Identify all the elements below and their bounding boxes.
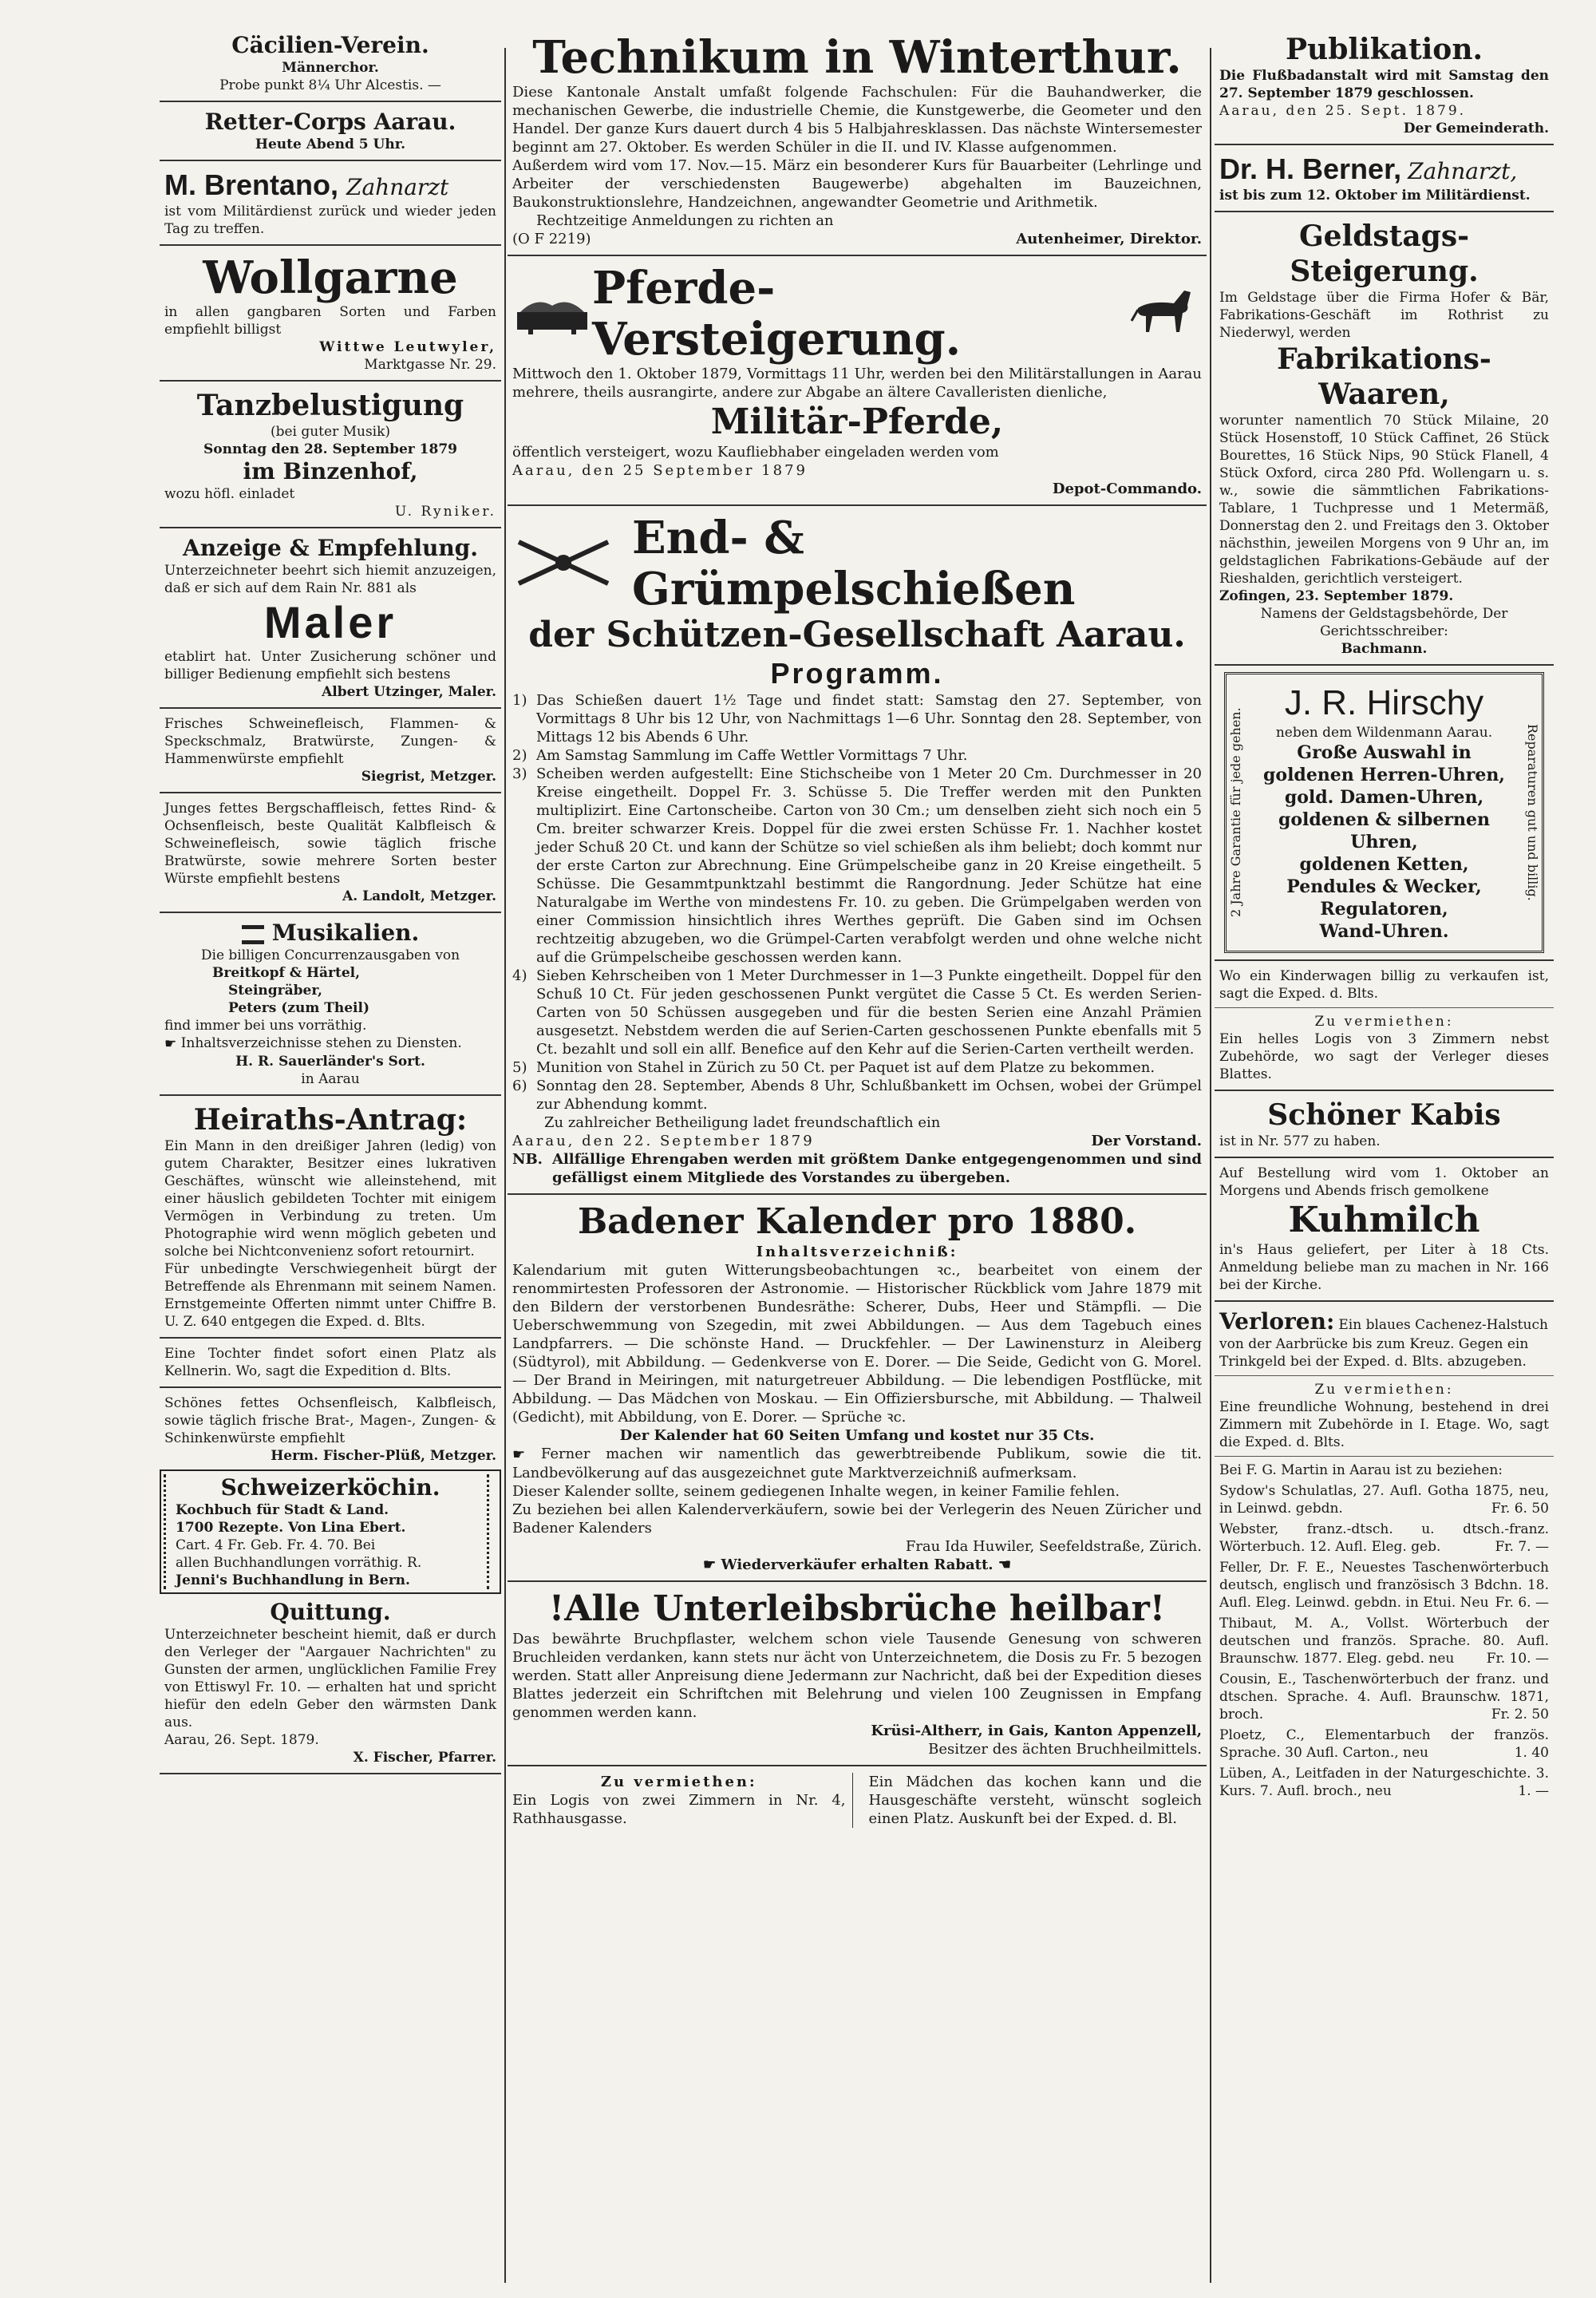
program-item-number: 6): [512, 1078, 527, 1094]
crossed-rifles-icon: [512, 534, 616, 593]
book-entry-price: Fr. 2. 50: [1491, 1707, 1549, 1723]
program-item: [512, 746, 1202, 765]
ad-subtitle: Inhaltsverzeichniß:: [756, 1244, 958, 1260]
ad-text: ist vom Militärdienst zurück und wieder jeden Tag zu treffen.: [164, 204, 496, 237]
ad-name: Dr. H. Berner,: [1219, 152, 1402, 185]
ad-vermiethen-2: [1219, 1381, 1549, 1451]
ad-signature: H. R. Sauerländer's Sort.: [235, 1053, 425, 1070]
ad-brentano: [164, 168, 496, 238]
ad-text: ist bis zum 12. Oktober im Militärdienst.: [1219, 188, 1531, 204]
ad-signature-address: Marktgasse Nr. 29.: [364, 357, 496, 373]
program-item-text: Munition von Stahel in Zürich zu 50 Ct. per Paquet ist auf dem Platze zu bekommen.: [536, 1059, 1156, 1076]
ad-text: [512, 1445, 1202, 1482]
ad-text: Zu beziehen bei allen Kalenderverkäufern, sowie bei der Verlegerin des Neuen Züricher und Badener Kalenders: [512, 1501, 1202, 1537]
ad-text: worunter namentlich 70 Stück Milaine, 20 Stück Hosenstoff, 10 Stück Caffinet, 26 Stück Bourettes, 16 Stück Nips, 90 Stück Flanell, 4 Stück Oxford, circa 280 Pfd. Wollengarn u. s. w., sowie die sämmtlichen Fabrikations-Tablare, 1 Tuchpresse und 1 Metermäß, Donnerstag den 2. und Freitags den 3. Oktober nächsthin, jeweilen Morgens von 9 Uhr an, im geldstaglichen Fabrikations-Gebäude auf der Rieshalden, gerichtlich versteigert.: [1219, 413, 1549, 587]
program-list: [512, 691, 1202, 1113]
ad-text: Wo ein Kinderwagen billig zu verkaufen ist, sagt die Exped. d. Blts.: [1219, 968, 1549, 1002]
ad-signature-note: Besitzer des ächten Bruchheilmittels.: [928, 1741, 1202, 1758]
ad-pferde-versteigerung: [512, 263, 1202, 498]
ad-maler: [164, 535, 496, 701]
ad-text: Außerdem wird vom 17. Nov.—15. März ein besonderer Kurs für Bauarbeiter (Lehrlinge und Arbeiter der verschiedensten Baugewerbe) abgehalten im Bauzeichnen, Baukonstruktionslehre, Handzeichnen, angewandter Geometrie und Arithmetik.: [512, 157, 1202, 211]
ad-verloren: [1219, 1308, 1549, 1370]
nb-note: [512, 1150, 1202, 1187]
ad-date: Aarau, den 25 September 1879: [512, 462, 808, 479]
ad-signature: Krüsi-Altherr, in Gais, Kanton Appenzell,: [871, 1723, 1202, 1739]
ad-heading: Zu vermiethen:: [1314, 1014, 1454, 1030]
ad-text: Im Geldstage über die Firma Hofer & Bär, Fabrikations-Geschäft im Rothrist zu Niederwyl, werden: [1219, 290, 1549, 341]
ad-big-word: Maler: [263, 597, 397, 647]
ad-big-word: Militär-Pferde,: [710, 401, 1004, 442]
program-item: [512, 691, 1202, 746]
ad-line: 1700 Rezepte. Von Lina Ebert.: [176, 1519, 406, 1536]
ad-text: Mittwoch den 1. Oktober 1879, Vormittags 11 Uhr, werden bei den Militärstallungen in Aarau mehrere, theils ausrangirte, andere zur Abgabe an ältere Cavalleristen dienliche,: [512, 366, 1202, 401]
ad-text: in's Haus geliefert, per Liter à 18 Cts. Anmeldung beliebe man zu machen in Nr. 166 bei der Kirche.: [1219, 1242, 1549, 1293]
book-entry-price: Fr. 6. —: [1495, 1595, 1549, 1611]
ad-code: (O F 2219): [512, 231, 591, 247]
ad-signature: Autenheimer, Direktor.: [1016, 231, 1202, 247]
ad-wollgarne: [164, 252, 496, 374]
ad-title: !Alle Unterleibsbrüche heilbar!: [548, 1588, 1166, 1629]
ad-profession: Zahnarzt,: [1408, 158, 1518, 184]
ad-subtitle: Männerchor.: [282, 60, 379, 76]
program-item-text: Sieben Kehrscheiben von 1 Meter Durchmesser in 1—3 Punkte eingetheilt. Doppel für den Schuß 10 Ct. Für jeden geschossenen Punkt vergütet die Casse 5 Ct. Es werden Serien-Carten von 50 Schüssen ausgegeben und für die besten Serien eine Anzahl Prämien ausgesetzt. Nebstdem werden die auf Serien-Carten geschossenen Punkte ebenfalls mit 5 Ct. bezahlt und soll ein allf. Benefice auf den Kehr auf die Serien-Carten vertheilt werden.: [536, 967, 1202, 1058]
ad-date: Aarau, den 22. September 1879: [512, 1133, 815, 1149]
ad-text: ist in Nr. 577 zu haben.: [1219, 1133, 1381, 1149]
ad-title-text: Musikalien.: [271, 920, 420, 946]
ad-hirschy: [1224, 672, 1544, 953]
ad-text: in allen gangbaren Sorten und Farben empfiehlt billigst: [164, 304, 496, 338]
ad-text: Eine freundliche Wohnung, bestehend in drei Zimmern mit Zubehörde in I. Etage. Wo, sagt die Exped. d. Blts.: [1219, 1399, 1549, 1450]
ad-line: Regulatoren,: [1320, 899, 1448, 920]
right-column: [1215, 32, 1554, 2250]
ad-title: Schweizerköchin.: [220, 1473, 440, 1501]
ad-vermiethen-left: [512, 1773, 853, 1828]
program-item-number: 2): [512, 747, 527, 764]
ad-text: Unterzeichneter bescheint hiemit, daß er durch den Verleger der "Aargauer Nachrichten" zu Gunsten der armen, unglücklichen Familie Frey von Ettiswyl Fr. 10. — erhalten hat und spricht hiefür den edeln Geber den wärmsten Dank aus.: [164, 1626, 496, 1730]
ad-text: Ein helles Logis von 3 Zimmern nebst Zubehörde, wo sagt der Verleger dieses Blattes.: [1219, 1031, 1549, 1082]
ad-signature: Der Vorstand.: [1091, 1133, 1202, 1149]
ad-text: Zu zahlreicher Betheiligung ladet freundschaftlich ein: [544, 1114, 941, 1131]
ad-subtitle: der Schützen-Gesellschaft Aarau.: [528, 615, 1186, 655]
program-item-number: 3): [512, 765, 527, 782]
ad-line: goldenen Ketten,: [1299, 854, 1469, 875]
ad-text: Namens der Geldstagsbehörde, Der Gerichtsschreiber:: [1260, 606, 1508, 639]
book-entry: [1219, 1615, 1549, 1667]
ad-signature: Frau Ida Huwiler, Seefeldstraße, Zürich.: [905, 1537, 1202, 1555]
book-entry: [1219, 1765, 1549, 1800]
ad-publisher-3: Peters (zum Theil): [228, 1000, 370, 1016]
ad-text: Ein blaues Cachenez-Halstuch von der Aarbrücke bis zum Kreuz. Gegen ein Trinkgeld bei der Exped. d. Blts. abzugeben.: [1219, 1317, 1548, 1370]
ad-title: Geldstags-Steigerung.: [1290, 220, 1479, 288]
ad-text: Der Kalender hat 60 Seiten Umfang und kostet nur 35 Cts.: [619, 1427, 1095, 1444]
ad-signature: U. Ryniker.: [394, 504, 496, 520]
ad-text: öffentlich versteigert, wozu Kaufliebhaber eingeladen werden vom: [512, 444, 999, 461]
ad-text: Für unbedingte Verschwiegenheit bürgt der Betreffende als Ehrenmann mit seinem Namen. Ernstgemeinte Offerten nimmt unter Chiffre B. U. Z. 640 entgegen die Exped. d. Blts.: [164, 1260, 496, 1330]
ad-fischer-metzger: [164, 1394, 496, 1465]
ad-signature: X. Fischer, Pfarrer.: [353, 1749, 496, 1766]
ad-signature: Siegrist, Metzger.: [361, 769, 496, 785]
ad-publisher-2: Steingräber,: [228, 983, 322, 999]
left-column: [160, 32, 501, 2250]
ad-technikum: [512, 32, 1202, 248]
book-entry: [1219, 1726, 1549, 1762]
program-item-text: Sonntag den 28. September, Abends 8 Uhr, Schlußbankett im Ochsen, wobei der Grümpel zur Abhendung kommt.: [536, 1078, 1202, 1113]
program-item: [512, 1077, 1202, 1113]
ad-geldstag: [1219, 219, 1549, 658]
ad-date: Aarau, den 25. Sept. 1879.: [1219, 103, 1467, 119]
pointing-hand-icon: ☛: [164, 1035, 177, 1052]
ad-publisher-1: Breitkopf & Härtel,: [212, 965, 361, 981]
book-entry-title: Lüben, A., Leitfaden in der Naturgeschichte. 3. Kurs. 7. Aufl. broch., neu: [1219, 1766, 1549, 1799]
column-rule-left: [504, 48, 506, 2283]
ad-unterleibsbrueche: [512, 1588, 1202, 1758]
ad-name: M. Brentano,: [164, 168, 339, 201]
program-item: [512, 967, 1202, 1058]
ad-signature: Wittwe Leutwyler,: [319, 339, 496, 355]
ad-vermiethen-1: [1219, 1013, 1549, 1083]
column-rule-right: [1210, 48, 1211, 2283]
ad-title: Quittung.: [270, 1598, 391, 1625]
ad-signature: Albert Utzinger, Maler.: [322, 684, 496, 700]
ad-subtitle: neben dem Wildenmann Aarau.: [1275, 725, 1493, 741]
program-item-number: 4): [512, 967, 527, 984]
ad-text: Frisches Schweinefleisch, Flammen- & Speckschmalz, Bratwürste, Zungen- & Hammenwürste empfiehlt: [164, 716, 496, 767]
ad-heiraths-antrag: [164, 1102, 496, 1331]
ad-line: Pendules & Wecker,: [1286, 876, 1482, 897]
book-entry-title: Sydow's Schulatlas, 27. Aufl. Gotha 1875, neu, in Leinwd. gebdn.: [1219, 1483, 1549, 1517]
ad-date: Zofingen, 23. September 1879.: [1219, 588, 1454, 604]
ad-text: [164, 1034, 496, 1053]
ad-heading: Anzeige & Empfehlung.: [182, 535, 479, 561]
ad-subtitle: (bei guter Musik): [270, 424, 391, 440]
ad-landolt: [164, 800, 496, 905]
ad-caecilien: [164, 32, 496, 94]
program-item-number: 1): [512, 692, 527, 709]
ad-program-heading: Programm.: [770, 657, 944, 690]
ad-text: Schönes fettes Ochsenfleisch, Kalbfleisch, sowie täglich frische Brat-, Magen-, Zungen- & Schinkenwürste empfiehlt: [164, 1394, 496, 1446]
ad-maedchen: [869, 1773, 1203, 1828]
ad-footer: [512, 230, 1202, 248]
book-entry: [1219, 1559, 1549, 1612]
program-item: [512, 1058, 1202, 1077]
ad-text-inline: Inhaltsverzeichnisse stehen zu Diensten.: [180, 1035, 462, 1051]
ad-heading: Zu vermiethen:: [1314, 1382, 1454, 1398]
ad-title: Retter-Corps Aarau.: [204, 109, 456, 135]
ad-title: Pferde-Versteigerung.: [592, 262, 962, 366]
ad-line: gold. Damen-Uhren,: [1284, 787, 1484, 808]
saddle-icon: [512, 290, 592, 338]
program-item-text: Am Samstag Sammlung im Caffe Wettler Vormittags 7 Uhr.: [536, 747, 968, 764]
ad-heading: Zu vermiethen:: [600, 1774, 757, 1790]
ad-kinderwagen: [1219, 967, 1549, 1003]
ad-rabatt: [512, 1556, 1202, 1575]
ad-retter-corps: [164, 109, 496, 153]
book-entry: [1219, 1521, 1549, 1556]
book-list: [1219, 1482, 1549, 1800]
ad-line: Cart. 4 Fr. Geb. Fr. 4. 70. Bei: [176, 1537, 376, 1553]
ad-line: goldenen & silbernen Uhren,: [1278, 809, 1491, 852]
horse-icon: [1130, 284, 1202, 343]
ad-text: etablirt hat. Unter Zusicherung schöner und billiger Bedienung empfiehlt sich bestens: [164, 649, 496, 682]
ad-profession: Zahnarzt: [346, 174, 449, 200]
ad-side-text-left: 2 Jahre Garantie für jede gehen.: [1228, 707, 1243, 918]
bottom-row-ads: [508, 1773, 1207, 1828]
pointing-hand-icon: ☛: [512, 1446, 526, 1463]
book-entry: [1219, 1482, 1549, 1517]
ad-text: Kalendarium mit guten Witterungsbeobachtungen ꝛc., bearbeitet von einem der renommirtesten Professoren der Astronomie. — Historischer Rückblick vom Jahre 1879 mit den Bildern der verstorbenen Bundesräthe: Scherer, Dubs, Heer und Stämpfli. — Die Ueberschwemmung von Szegedin, mit zwei Abbildungen. — Aus dem Tagebuch eines Landpfarrers. — Die schönste Hand. — Druckfehler. — Der Lawinensturz in Aleiberg (Südtyrol), mit Abbildung. — Gedenkverse von E. Dorer. — Die Seide, Gedicht von G. Morel. — Der Brand in Meiringen, mit naturgetreuer Abbildung. — Die lebendigen Postflücke, mit Abbildung. — Das Mädchen von Moskau. — Ein Offiziersbursche, mit Abbildung. — Thalweil (Gedicht), mit Abbildung, von E. Dorer. — Sprüche ꝛc.: [512, 1262, 1202, 1426]
program-item-number: 5): [512, 1059, 527, 1076]
ad-signature: Bachmann.: [1341, 641, 1428, 657]
ad-kabis: [1219, 1098, 1549, 1150]
book-entry-price: Fr. 6. 50: [1491, 1501, 1549, 1517]
ad-text: Ein Mädchen das kochen kann und die Hausgeschäfte versteht, wünscht sogleich einen Platz. Auskunft bei der Exped. d. Bl.: [868, 1774, 1202, 1827]
ad-date: Sonntag den 28. September 1879: [203, 441, 457, 457]
ad-title: Wollgarne: [203, 251, 458, 304]
ad-line: Große Auswahl in: [1297, 742, 1472, 763]
ad-big-word: Fabrikations-Waaren,: [1277, 342, 1491, 411]
ad-text-inline: Ferner machen wir namentlich das gewerbtreibende Publikum, sowie die tit. Landbevölkerung auf das ausgezeichnet gute Marktverzeichniß aufmerksam.: [512, 1446, 1202, 1481]
ad-text: Die Flußbadanstalt wird mit Samstag den 27. September 1879 geschlossen.: [1219, 68, 1549, 101]
pointing-hand-icon: ☛: [703, 1556, 717, 1573]
ad-schiessen: [512, 512, 1202, 1187]
ad-place: im Binzenhof,: [243, 458, 418, 485]
ad-line: goldenen Herren-Uhren,: [1263, 765, 1505, 785]
program-item-text: Das Schießen dauert 1½ Tage und findet statt: Samstag den 27. September, von Vormittags 8 Uhr bis 12 Uhr, von Nachmittags 1—6 Uhr. Sonntag den 28. September, von Mittags 12 bis Abends 6 Uhr.: [536, 692, 1202, 746]
ad-line: Wand-Uhren.: [1319, 921, 1449, 942]
ad-signature: Herm. Fischer-Plüß, Metzger.: [271, 1447, 496, 1464]
ad-title: Badener Kalender pro 1880.: [577, 1201, 1137, 1242]
ad-rabatt-text: Wiederverkäufer erhalten Rabatt.: [721, 1556, 994, 1573]
ad-title: Schöner Kabis: [1267, 1098, 1501, 1132]
program-item-text: Scheiben werden aufgestellt: Eine Stichscheibe von 1 Meter 20 Cm. Durchmesser in 20 Kreise eingetheilt. Doppel Fr. 3. Schüsse 5. Die Treffer werden mit den Punkten multiplizirt. Eine Cartonscheibe. Carton von 30 Cm.; um denselben zieht sich noch ein 5 Cm. breiter schwarzer Kreis. Doppel für die zwei ersten Schüsse Fr. 1. Nachher kostet jeder Schuß 20 Ct. und kann der Schütze so viel schießen als ihm beliebt; doch kommt nur der erste Carton zur Abrechnung. Eine Grümpelscheibe ganz in 20 Kreise eingetheilt. 5 Schüsse. Die Gesammtpunktzahl bestimmt die Rangordnung. Jeder Schütze hat eine Naturalgabe im Werthe von mindestens Fr. 10. zu geben. Die Grümpelgaben werden von einer Commission hinsichtlich ihres Werthes geprüft. Die Gaben sind im Ochsen rechtzeitig abzugeben, wo die Grümpel-Carten verabfolgt werden und ohne welche nicht auf die Grümpelscheibe geschossen werden kann.: [536, 765, 1202, 966]
ad-heading: Bei F. G. Martin in Aarau ist zu beziehen:: [1219, 1462, 1503, 1478]
book-entry-title: Webster, franz.-dtsch. u. dtsch.-franz. Wörterbuch. 12. Aufl. Eleg. geb.: [1219, 1521, 1549, 1555]
ad-text: Auf Bestellung wird vom 1. Oktober an Morgens und Abends frisch gemolkene: [1219, 1165, 1549, 1199]
ad-line: Kochbuch für Stadt & Land.: [176, 1501, 389, 1518]
double-bar-icon: [242, 925, 264, 944]
book-entry-price: 1. —: [1518, 1783, 1549, 1799]
ad-text: wozu höfl. einladet: [164, 486, 295, 502]
ad-badener-kalender: [512, 1201, 1202, 1574]
book-entry-price: 1. 40: [1514, 1745, 1549, 1761]
ad-title: Verloren:: [1219, 1308, 1335, 1335]
program-item: [512, 765, 1202, 967]
ad-text: Probe punkt 8¼ Uhr Alcestis. —: [219, 77, 441, 93]
ad-side-text-right: Reparaturen gut und billig.: [1525, 724, 1540, 901]
middle-column: [508, 32, 1207, 2250]
book-entry-title: Thibaut, M. A., Vollst. Wörterbuch der deutschen und französ. Sprache. 80. Aufl. Braunschw. 1877. Eleg. gebd. neu: [1219, 1616, 1549, 1667]
ad-text: Ein Mann in den dreißiger Jahren (ledig) von gutem Charakter, Besitzer eines lukrativen Geschäftes, wünscht wie alleinstehend, mit einer häuslich gebildeten Tochter mit einigem Vermögen in Verbindung zu treten. Um Photographie wird wenn möglich gebeten und solche bei Nichtconvenienz sofort retournirt.: [164, 1137, 496, 1260]
ad-title: Cäcilien-Verein.: [231, 32, 429, 58]
ad-title: [164, 920, 496, 947]
ad-text: Heute Abend 5 Uhr.: [255, 136, 406, 152]
ad-title: Technikum in Winterthur.: [532, 32, 1182, 84]
ad-title: Publikation.: [1285, 33, 1483, 66]
ad-date: Aarau, 26. Sept. 1879.: [164, 1731, 319, 1748]
ad-text: Eine Tochter findet sofort einen Platz als Kellnerin. Wo, sagt die Expedition d. Blts.: [164, 1345, 496, 1379]
ad-title: End- & Grümpelschießen: [632, 512, 1076, 615]
ad-title: Tanzbelustigung: [196, 389, 464, 422]
book-entry-title: Feller, Dr. F. E., Neuestes Taschenwörterbuch deutsch, englisch und französisch 3 Bdchn. 18. Aufl. Eleg. Leinwd. gebdn. in Etui. Neu: [1219, 1560, 1549, 1611]
ad-tanz: [164, 388, 496, 520]
ad-name: J. R. Hirschy: [1284, 683, 1484, 722]
ad-martin-books: [1219, 1461, 1549, 1800]
book-entry: [1219, 1671, 1549, 1723]
book-entry-price: Fr. 7. —: [1495, 1539, 1549, 1555]
ad-line: allen Buchhandlungen vorräthig. R.: [176, 1554, 422, 1571]
pointing-hand-left-icon: ☚: [998, 1556, 1011, 1573]
ad-line: Jenni's Buchhandlung in Bern.: [176, 1572, 410, 1588]
nb-text: Allfällige Ehrengaben werden mit größtem Danke entgegengenommen und sind gefälligst einem Mitgliede des Vorstandes zu übergeben.: [552, 1151, 1202, 1186]
ad-signature: Depot-Commando.: [1052, 481, 1202, 497]
ad-quittung: [164, 1599, 496, 1766]
ad-signature-place: in Aarau: [301, 1070, 360, 1087]
ad-text: Dieser Kalender sollte, seinem gediegenen Inhalte wegen, in keiner Familie fehlen.: [512, 1482, 1120, 1500]
ad-publikation: [1219, 32, 1549, 137]
ad-signature: A. Landolt, Metzger.: [342, 888, 496, 904]
ad-footer: [512, 1132, 1202, 1150]
ad-berner: [1219, 152, 1549, 204]
ad-kuhmilch: [1219, 1165, 1549, 1294]
ad-musikalien: [164, 920, 496, 1088]
ad-text: Ein Logis von zwei Zimmern in Nr. 4, Rathhausgasse.: [512, 1792, 846, 1827]
ad-text: Rechtzeitige Anmeldungen zu richten an: [536, 212, 834, 229]
ad-signature: Der Gemeinderath.: [1403, 121, 1549, 136]
ad-text: Junges fettes Bergschaffleisch, fettes Rind- & Ochsenfleisch, beste Qualität Kalbfleisch & Schweinefleisch, sowie täglich frische Bratwürste, sowie mehrere Sorten bester Würste empfiehlt bestens: [164, 801, 496, 887]
ad-text: Unterzeichneter beehrt sich hiemit anzuzeigen, daß er sich auf dem Rain Nr. 881 als: [164, 563, 496, 596]
book-entry-title: Ploetz, C., Elementarbuch der französ. Sprache. 30 Aufl. Carton., neu: [1219, 1727, 1549, 1761]
ad-title: Heiraths-Antrag:: [193, 1102, 468, 1137]
ad-schweizerkoechin: [160, 1469, 501, 1594]
nb-label: NB.: [512, 1151, 543, 1168]
ad-text: Die billigen Concurrenzausgaben von: [200, 947, 460, 963]
ad-siegrist: [164, 715, 496, 785]
book-entry-title: Cousin, E., Taschenwörterbuch der franz. und dtschen. Sprache. 4. Aufl. Braunschw. 1871, broch.: [1219, 1671, 1549, 1723]
book-entry-price: Fr. 10. —: [1486, 1651, 1549, 1667]
ad-text: Das bewährte Bruchpflaster, welchem schon viele Tausende Genesung von schweren Bruchleiden verdanken, kann stets nur ächt von Unterzeichnetem, die Dosis zu Fr. 5 bezogen werden. Statt aller Anpreisung diene Jedermann zur Nachricht, daß bei der Expedition dieses Blattes jederzeit ein Schriftchen mit Belehrung und vielen 100 Zeugnissen in Empfang genommen werden kann.: [512, 1631, 1202, 1721]
ad-text: Diese Kantonale Anstalt umfaßt folgende Fachschulen: Für die Bauhandwerker, die mechanischen Gewerbe, die industrielle Chemie, die Kunstgewerbe, die Geometer und den Handel. Der ganze Kurs dauert durch 4 bis 5 Halbjahresklassen. Das nächste Wintersemester beginnt am 27. Oktober. Es werden Schüler in die II. und IV. Klasse aufgenommen.: [512, 84, 1202, 156]
ad-text: find immer bei uns vorräthig.: [164, 1018, 367, 1034]
ad-big-word: Kuhmilch: [1288, 1200, 1480, 1240]
ad-tochter: [164, 1345, 496, 1380]
